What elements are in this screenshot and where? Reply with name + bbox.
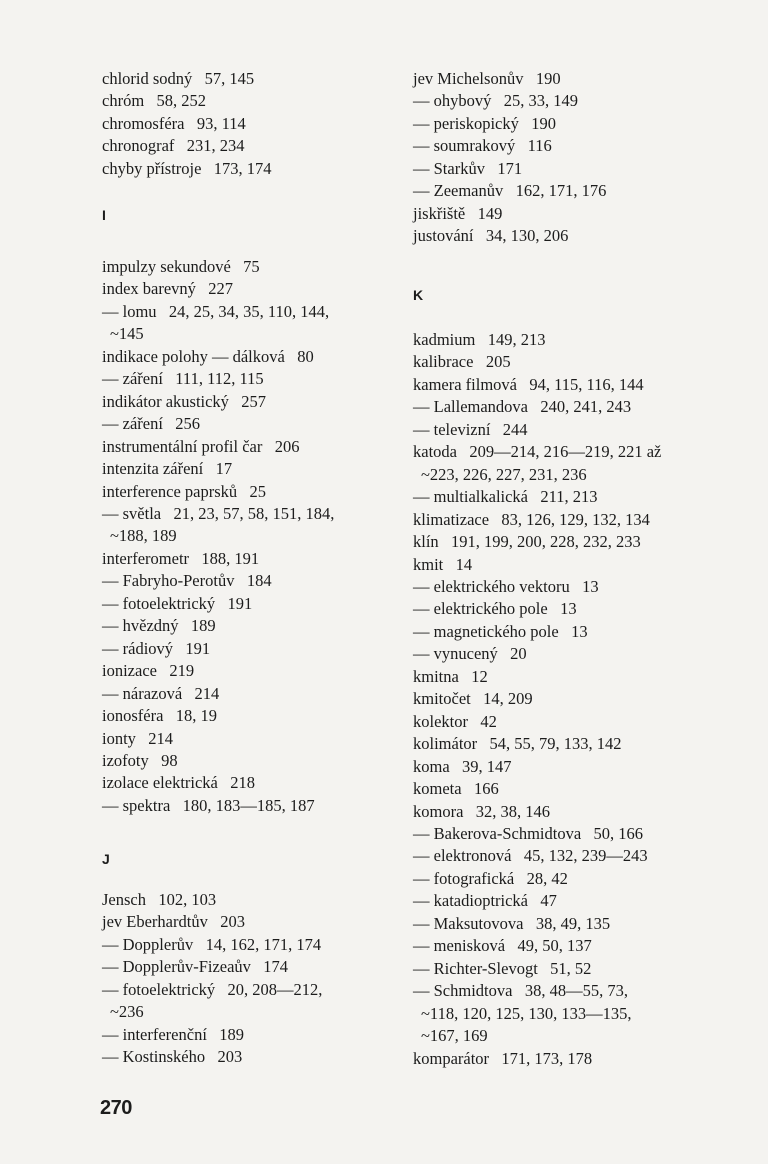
index-subentry: — elektrického vektoru 13 xyxy=(413,576,599,596)
index-entry: kolektor 42 xyxy=(413,711,497,731)
index-entry: klín 191, 199, 200, 228, 232, 233 xyxy=(413,532,641,552)
index-entry: jiskřiště 149 xyxy=(413,203,503,223)
index-subentry: — rádiový 191 xyxy=(102,638,211,658)
index-entry: chlorid sodný 57, 145 xyxy=(102,69,255,88)
index-entry: komparátor 171, 173, 178 xyxy=(413,1048,593,1068)
index-entry: chróm 58, 252 xyxy=(102,91,207,111)
index-subentry: — Lallemandova 240, 241, 243 xyxy=(413,397,632,417)
index-entry-continuation: ~188, 189 xyxy=(110,526,177,546)
index-entry: indikátor akustický 257 xyxy=(102,391,267,411)
index-entry: kadmium 149, 213 xyxy=(413,330,546,349)
index-subentry: — Maksutovova 38, 49, 135 xyxy=(413,913,611,933)
index-entry: chronograf 231, 234 xyxy=(102,136,245,156)
index-subentry: — katadioptrická 47 xyxy=(413,891,557,911)
index-entry: chyby přístroje 173, 174 xyxy=(102,158,272,178)
index-entry: instrumentální profil čar 206 xyxy=(102,436,300,456)
index-subentry: — spektra 180, 183—185, 187 xyxy=(102,795,315,815)
index-entry: kometa 166 xyxy=(413,779,499,799)
index-entry: interference paprsků 25 xyxy=(102,481,267,501)
index-entry: index barevný 227 xyxy=(102,279,234,299)
index-subentry: — záření 256 xyxy=(102,414,201,434)
index-entry: ionty 214 xyxy=(102,728,174,748)
index-subentry: — Dopplerův-Fizeaův 174 xyxy=(102,957,289,977)
index-subentry: — fotoelektrický 20, 208—212, xyxy=(102,979,323,999)
index-subentry: — Bakerova-Schmidtova 50, 166 xyxy=(413,823,644,843)
index-subentry: — interferenční 189 xyxy=(102,1024,245,1044)
page-number: 270 xyxy=(100,1097,132,1119)
index-subentry: — Kostinského 203 xyxy=(102,1047,243,1067)
index-subentry: — Zeemanův 162, 171, 176 xyxy=(413,181,607,201)
section-heading-j: J xyxy=(102,851,110,867)
index-subentry: — elektronová 45, 132, 239—243 xyxy=(413,846,648,866)
index-subentry: — nárazová 214 xyxy=(102,683,220,703)
index-entry: intenzita záření 17 xyxy=(102,459,233,479)
index-entry: koma 39, 147 xyxy=(413,756,512,776)
index-subentry: — lomu 24, 25, 34, 35, 110, 144, xyxy=(102,301,330,321)
index-entry: izofoty 98 xyxy=(102,750,178,770)
index-entry: kmit 14 xyxy=(413,554,473,574)
index-subentry: — hvězdný 189 xyxy=(102,616,216,636)
index-entry: chromosféra 93, 114 xyxy=(102,113,246,133)
index-entry: izolace elektrická 218 xyxy=(102,773,256,793)
index-entry-continuation: ~145 xyxy=(110,324,144,344)
index-entry: katoda 209—214, 216—219, 221 až xyxy=(413,442,662,462)
index-entry: kalibrace 205 xyxy=(413,352,511,372)
index-entry: jev Eberhardtův 203 xyxy=(102,912,245,932)
index-entry: kolimátor 54, 55, 79, 133, 142 xyxy=(413,734,622,754)
index-entry: jev Michelsonův 190 xyxy=(413,69,561,88)
index-subentry: — vynucený 20 xyxy=(413,644,527,664)
index-entry: kmitna 12 xyxy=(413,666,488,686)
index-subentry: — menisková 49, 50, 137 xyxy=(413,936,592,956)
right-k-entries xyxy=(413,329,661,1070)
index-entry: kamera filmová 94, 115, 116, 144 xyxy=(413,374,644,394)
index-subentry: — světla 21, 23, 57, 58, 151, 184, xyxy=(102,503,335,523)
left-c-entries xyxy=(102,68,272,180)
index-subentry: — periskopický 190 xyxy=(413,113,556,133)
index-entry-continuation: ~236 xyxy=(110,1002,144,1022)
index-entry-continuation: ~118, 120, 125, 130, 133—135, xyxy=(421,1003,632,1023)
index-subentry: — Starkův 171 xyxy=(413,158,523,178)
index-entry: komora 32, 38, 146 xyxy=(413,801,551,821)
index-subentry: — televizní 244 xyxy=(413,419,528,439)
index-entry: klimatizace 83, 126, 129, 132, 134 xyxy=(413,509,650,529)
index-subentry: — multialkalická 211, 213 xyxy=(413,487,598,507)
index-subentry: — Dopplerův 14, 162, 171, 174 xyxy=(102,934,322,954)
index-subentry: — elektrického pole 13 xyxy=(413,599,577,619)
section-heading-i: I xyxy=(102,207,106,223)
index-entry-continuation: ~167, 169 xyxy=(421,1026,488,1046)
index-entry: ionizace 219 xyxy=(102,661,195,681)
index-entry: ionosféra 18, 19 xyxy=(102,706,218,726)
section-heading-k: K xyxy=(413,287,424,303)
index-entry: kmitočet 14, 209 xyxy=(413,689,533,709)
index-subentry: — fotografická 28, 42 xyxy=(413,868,568,888)
index-subentry: — fotoelektrický 191 xyxy=(102,593,253,613)
index-entry: justování 34, 130, 206 xyxy=(413,226,569,246)
index-subentry: — Fabryho-Perotův 184 xyxy=(102,571,272,591)
index-subentry: — Schmidtova 38, 48—55, 73, xyxy=(413,981,628,1001)
left-i-entries xyxy=(102,256,334,817)
index-subentry: — záření 111, 112, 115 xyxy=(102,369,264,389)
index-subentry: — soumrakový 116 xyxy=(413,136,552,156)
index-entry: indikace polohy — dálková 80 xyxy=(102,346,314,366)
index-entry: Jensch 102, 103 xyxy=(102,890,217,909)
index-subentry: — Richter-Slevogt 51, 52 xyxy=(413,958,592,978)
index-subentry: — magnetického pole 13 xyxy=(413,621,588,641)
index-subentry: — ohybový 25, 33, 149 xyxy=(413,91,578,111)
index-entry-continuation: ~223, 226, 227, 231, 236 xyxy=(421,464,587,484)
left-j-entries xyxy=(102,889,322,1069)
right-j-entries xyxy=(413,68,606,248)
index-entry: impulzy sekundové 75 xyxy=(102,257,260,276)
index-entry: interferometr 188, 191 xyxy=(102,548,260,568)
